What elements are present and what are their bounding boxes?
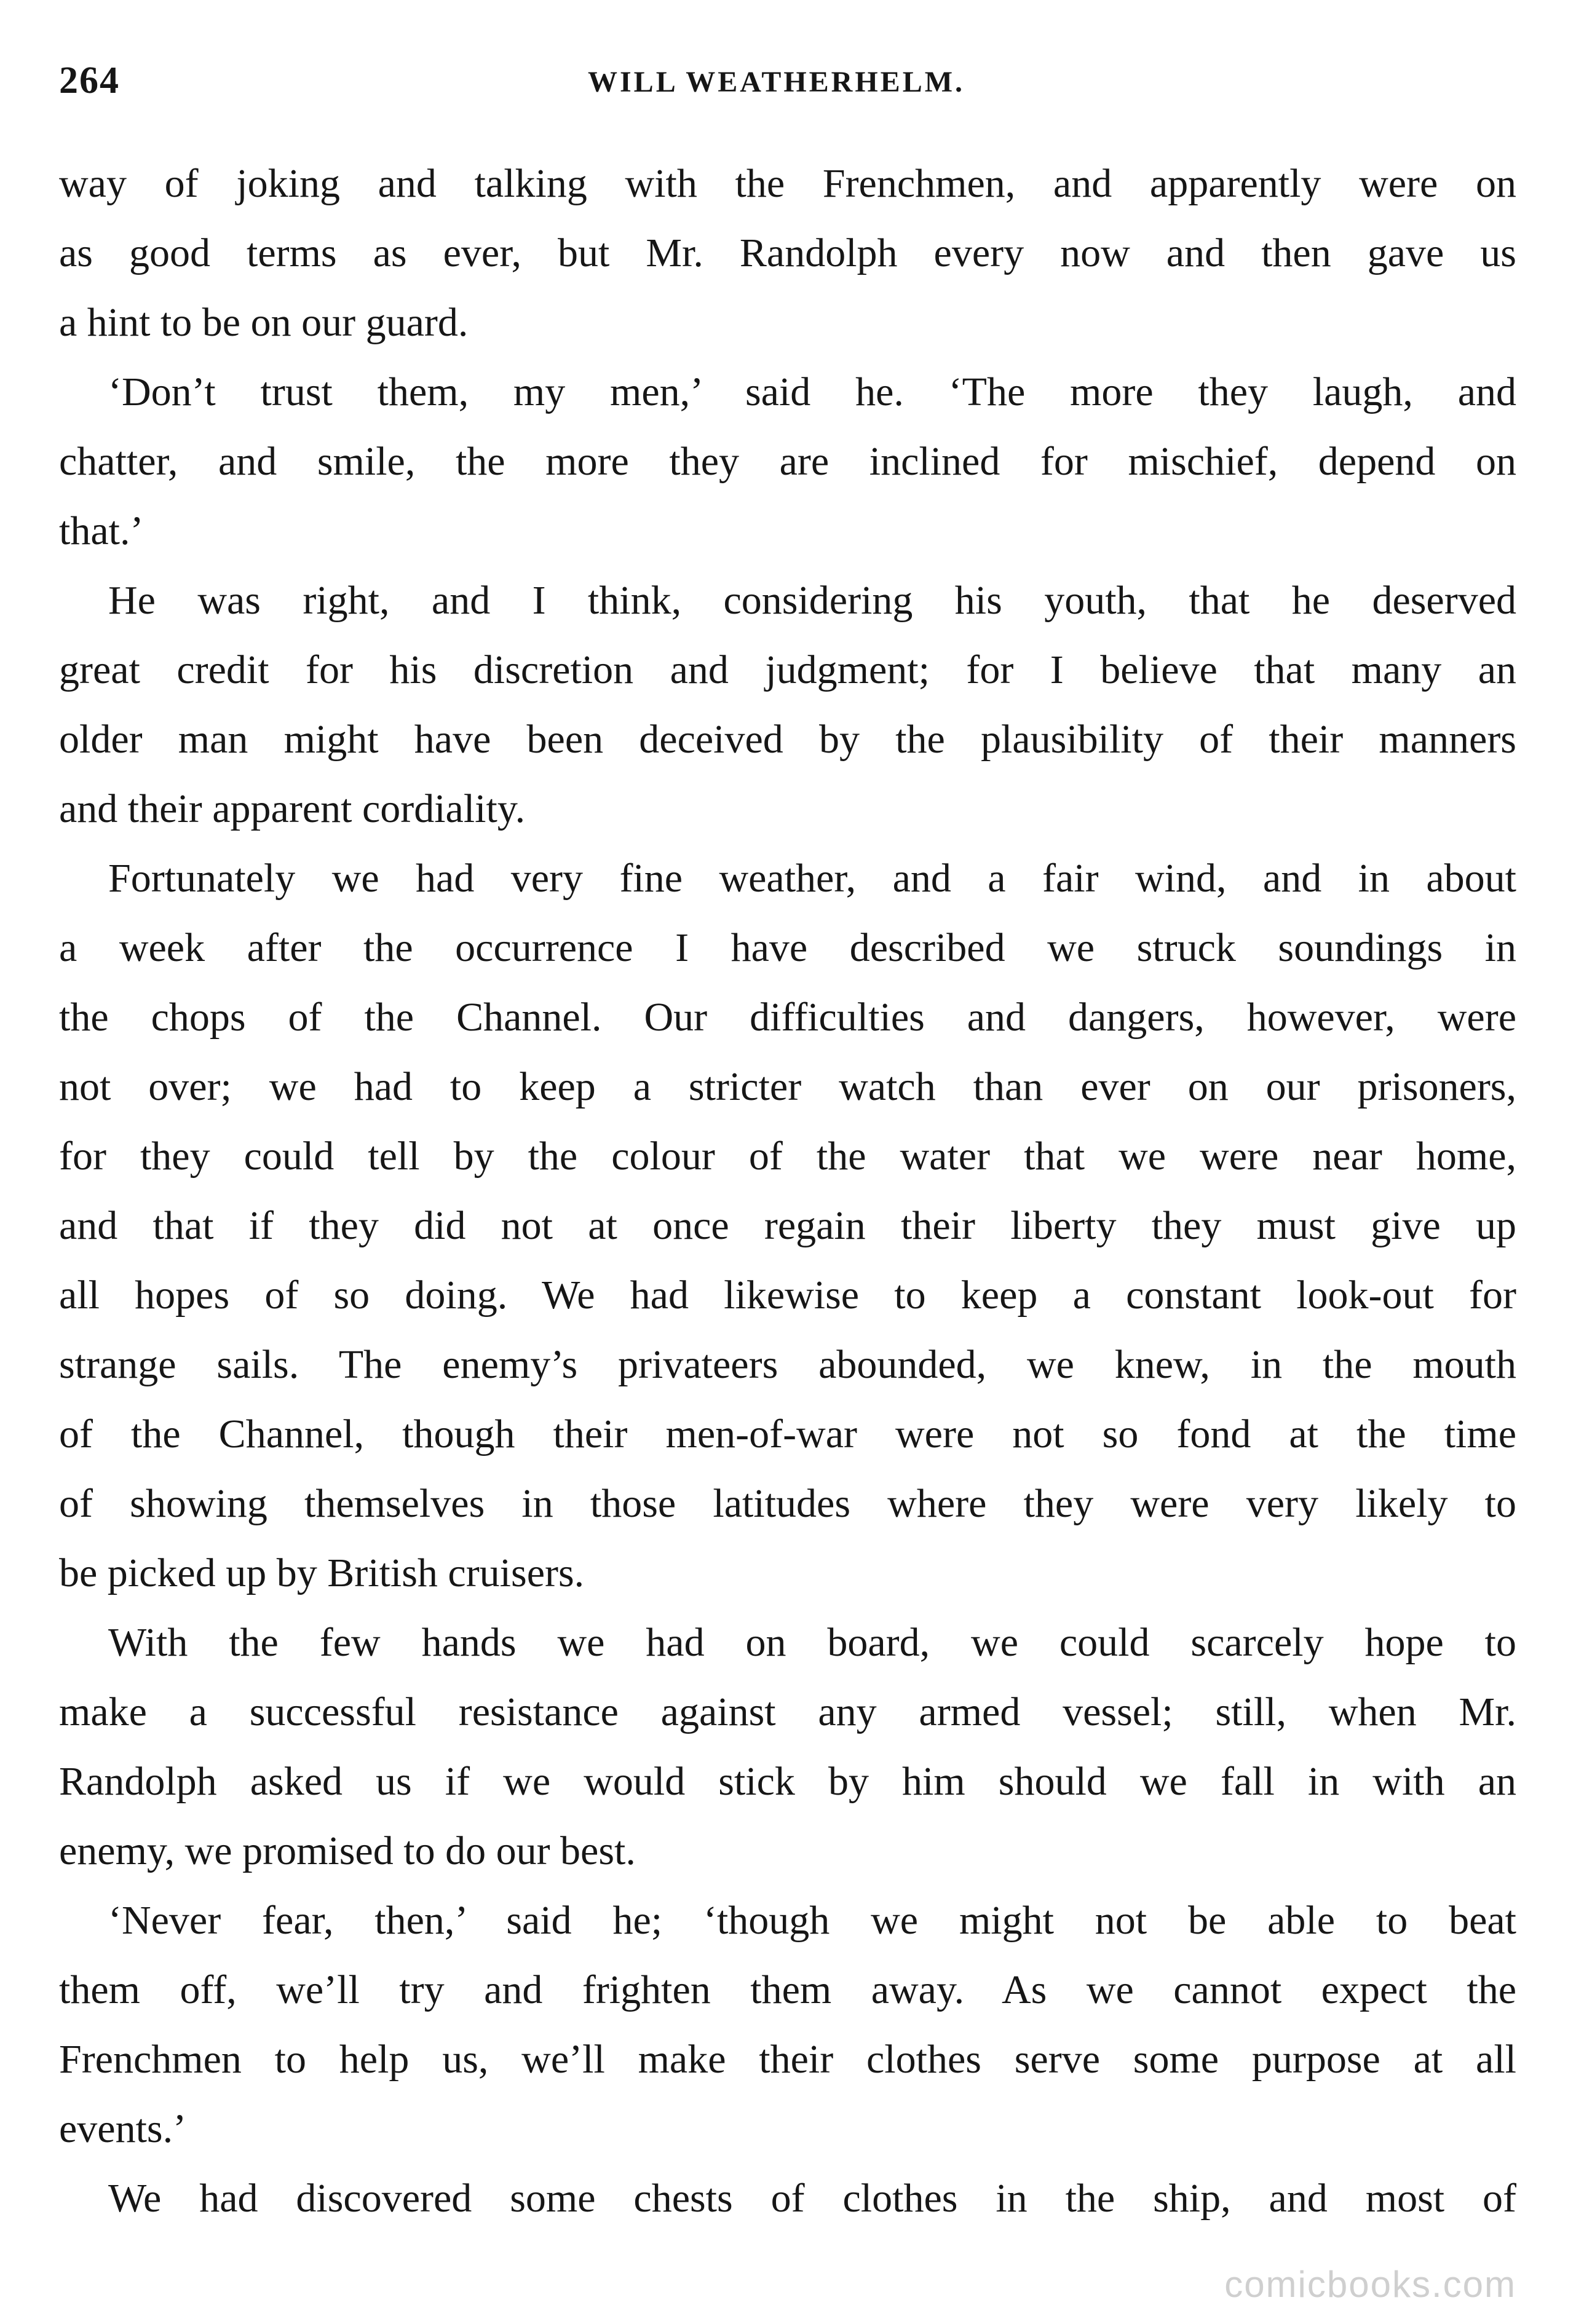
text-line: chatter, and smile, the more they are inclined for mischief, depend on [59,439,1516,484]
text-line: ‘Don’t trust them, my men,’ said he. ‘The more they laugh, and [108,370,1516,414]
text-line: as good terms as ever, but Mr. Randolph every now and then gave us [59,231,1516,275]
text-line: With the few hands we had on board, we could scarcely hope to [108,1620,1516,1665]
running-head: WILL WEATHERHELM. [588,66,965,98]
text-line: not over; we had to keep a stricter watch than ever on our prisoners, [59,1064,1516,1109]
watermark: comicbooks.com [1224,2264,1516,2305]
text-line: ‘Never fear, then,’ said he; ‘though we might not be able to beat [108,1898,1516,1943]
text-line: and their apparent cordiality. [59,786,526,831]
text-line: make a successful resistance against any armed vessel; still, when Mr. [59,1690,1516,1734]
text-line: way of joking and talking with the Frenchmen, and apparently were on [59,161,1516,206]
text-line: of the Channel, though their men-of-war were not so fond at the time [59,1412,1516,1456]
text-line: a hint to be on our guard. [59,300,469,345]
text-line: Frenchmen to help us, we’ll make their clothes serve some purpose at all [59,2037,1516,2082]
page-header [59,59,1516,108]
text-line: enemy, we promised to do our best. [59,1828,636,1873]
text-line: and that if they did not at once regain their liberty they must give up [59,1203,1516,1248]
text-line: be picked up by British cruisers. [59,1551,585,1595]
text-line: for they could tell by the colour of the water that we were near home, [59,1134,1516,1179]
text-line: strange sails. The enemy’s privateers abounded, we knew, in the mouth [59,1342,1516,1387]
text-line: that.’ [59,508,144,553]
body-text [59,149,1516,2233]
text-line: He was right, and I think, considering his youth, that he deserved [108,578,1516,623]
text-line: the chops of the Channel. Our difficulties and dangers, however, were [59,995,1516,1040]
text-line: Randolph asked us if we would stick by him should we fall in with an [59,1759,1516,1804]
text-line: a week after the occurrence I have described we struck soundings in [59,925,1516,970]
page-number: 264 [59,60,120,101]
text-line: great credit for his discretion and judgment; for I believe that many an [59,647,1516,692]
text-line: events.’ [59,2106,187,2151]
text-line: older man might have been deceived by the plausibility of their manners [59,717,1516,762]
text-line: We had discovered some chests of clothes in the ship, and most of [108,2176,1516,2221]
text-line: them off, we’ll try and frighten them away. As we cannot expect the [59,1967,1516,2012]
text-line: of showing themselves in those latitudes where they were very likely to [59,1481,1516,1526]
text-line: Fortunately we had very fine weather, and a fair wind, and in about [108,856,1516,901]
text-line: all hopes of so doing. We had likewise to keep a constant look-out for [59,1273,1516,1318]
